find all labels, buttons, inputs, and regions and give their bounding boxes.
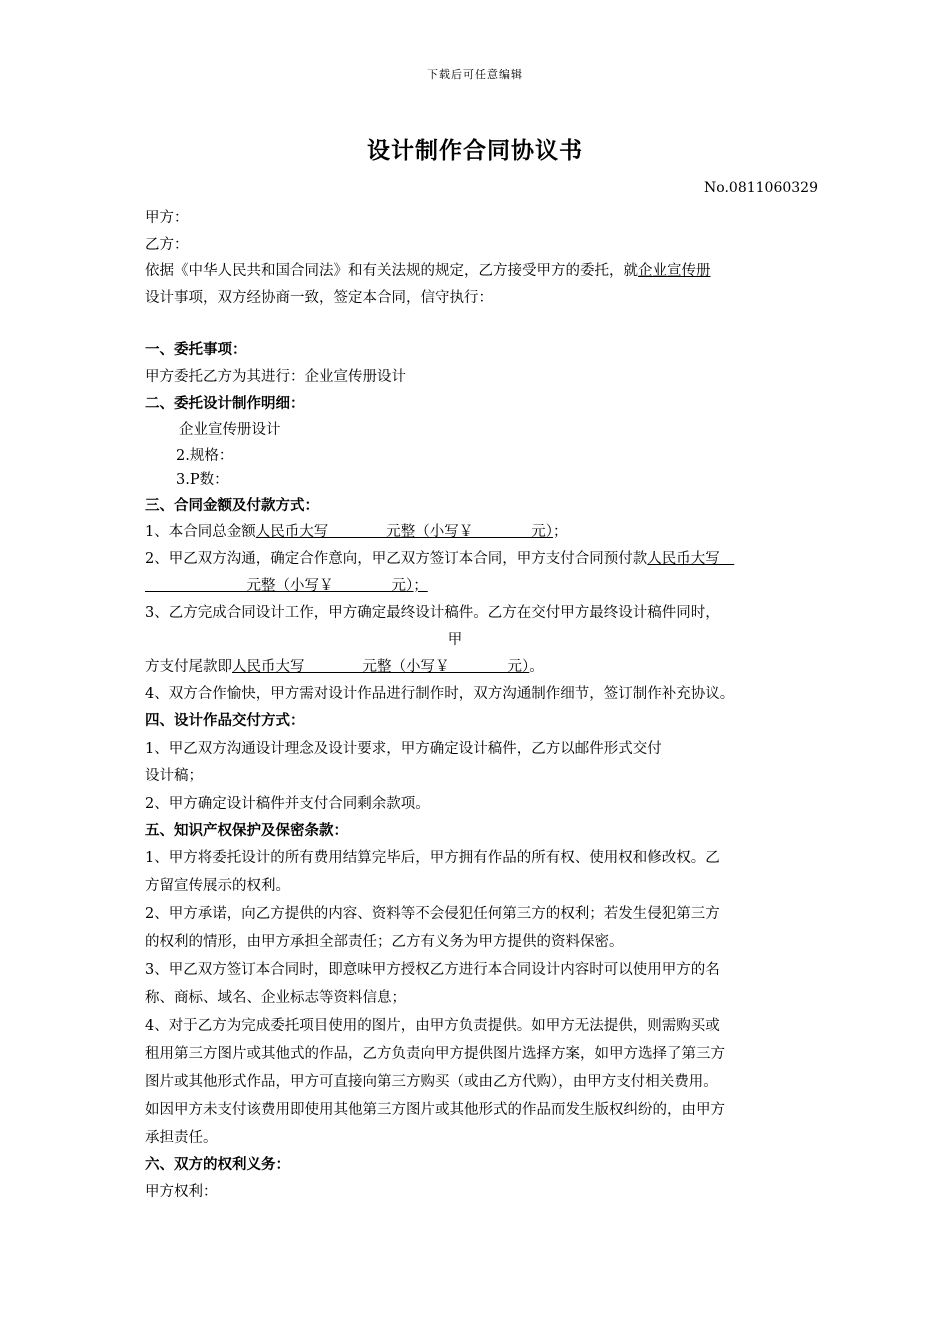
amount-blank: 人民币大写 元整（小写￥ 元） xyxy=(232,658,530,675)
section-5-heading: 五、知识产权保护及保密条款： xyxy=(145,821,348,839)
contract-number: No.0811060329 xyxy=(704,180,818,196)
section-5-line: 4、对于乙方为完成委托项目使用的图片，由甲方负责提供。如甲方无法提供，则需购买或 xyxy=(145,1018,720,1035)
header-note: 下载后可任意编辑 xyxy=(427,68,523,81)
party-b-label: 乙方： xyxy=(145,236,189,253)
para-text: 方支付尾款即 xyxy=(145,658,232,675)
section-3-para-3-line-3 xyxy=(145,654,825,681)
preamble-subject: 企业宣传册 xyxy=(638,263,711,280)
section-5-line: 如因甲方未支付该费用即使用其他第三方图片或其他形式的作品而发生版权纠纷的，由甲方 xyxy=(145,1102,725,1119)
section-5-line: 2、甲方承诺，向乙方提供的内容、资料等不会侵犯任何第三方的权利；若发生侵犯第三方 xyxy=(145,906,720,923)
preamble-line-1 xyxy=(145,258,825,285)
para-text: 2、甲乙双方沟通，确定合作意向，甲乙双方签订本合同，甲方支付合同预付款 xyxy=(145,550,648,567)
section-3-para-4: 4、双方合作愉快，甲方需对设计作品进行制作时，双方沟通制作细节，签订制作补充协议。 xyxy=(145,686,735,703)
preamble-text: 依据《中华人民共和国合同法》和有关法规的规定，乙方接受甲方的委托，就 xyxy=(145,263,638,280)
party-a-label: 甲方： xyxy=(145,210,189,226)
section-2-heading: 二、委托设计制作明细： xyxy=(145,394,305,412)
section-3-para-2-cont xyxy=(145,573,825,600)
section-5-line: 租用第三方图片或其他式的作品，乙方负责向甲方提供图片选择方案，如甲方选择了第三方 xyxy=(145,1046,725,1063)
amount-blank: 人民币大写 xyxy=(647,550,735,567)
section-3-para-1 xyxy=(145,519,825,546)
section-3-para-3-line-2: 甲 xyxy=(447,632,463,649)
section-5-line: 图片或其他形式作品，甲方可直接向第三方购买（或由乙方代购），由甲方支付相关费用。 xyxy=(145,1074,718,1091)
section-4-para-1-line-2: 设计稿； xyxy=(145,767,203,784)
section-5-line: 1、甲方将委托设计的所有费用结算完毕后，甲方拥有作品的所有权、使用权和修改权。乙 xyxy=(145,850,720,867)
section-5-line: 称、商标、域名、企业标志等资料信息； xyxy=(145,990,406,1007)
section-6-heading: 六、双方的权利义务： xyxy=(145,1156,290,1174)
preamble-line-2: 设计事项，双方经协商一致，签定本合同，信守执行： xyxy=(145,289,493,306)
section-3-para-3-line-1: 3、乙方完成合同设计工作，甲方确定最终设计稿件。乙方在交付甲方最终设计稿件同时， xyxy=(145,605,720,622)
document-body xyxy=(145,205,825,1205)
section-5-line: 的权利的情形，由甲方承担全部责任；乙方有义务为甲方提供的资料保密。 xyxy=(145,934,624,951)
section-1-heading: 一、委托事项： xyxy=(145,341,247,359)
section-3-heading: 三、合同金额及付款方式： xyxy=(145,496,319,514)
section-5-line: 承担责任。 xyxy=(145,1130,218,1147)
document-title: 设计制作合同协议书 xyxy=(367,137,583,164)
section-3-para-2 xyxy=(145,546,825,573)
section-5-line: 3、甲乙双方签订本合同时，即意味甲方授权乙方进行本合同设计内容时可以使用甲方的名 xyxy=(145,962,720,979)
spacer xyxy=(145,311,825,337)
section-2-item-3: 3.P数： xyxy=(176,472,229,489)
para-text: 。 xyxy=(529,658,544,675)
section-4-para-1-line-1: 1、甲乙双方沟通设计理念及设计要求，甲方确定设计稿件，乙方以邮件形式交付 xyxy=(145,740,662,757)
section-2-item-2: 2.规格： xyxy=(176,447,234,464)
amount-blank: 人民币大写 元整（小写￥ 元） xyxy=(255,524,553,541)
section-2-item-1: 企业宣传册设计 xyxy=(179,422,281,439)
para-text: ； xyxy=(552,524,568,541)
section-6-subheading: 甲方权利： xyxy=(145,1183,218,1200)
section-5-line: 方留宣传展示的权利。 xyxy=(145,878,290,895)
amount-blank: 元整（小写￥ 元）； xyxy=(145,577,428,594)
section-1-text: 甲方委托乙方为其进行：企业宣传册设计 xyxy=(145,368,406,385)
section-4-heading: 四、设计作品交付方式： xyxy=(145,712,305,730)
para-text: 1、本合同总金额 xyxy=(145,524,256,541)
section-4-para-2: 2、甲方确定设计稿件并支付合同剩余款项。 xyxy=(145,795,430,812)
